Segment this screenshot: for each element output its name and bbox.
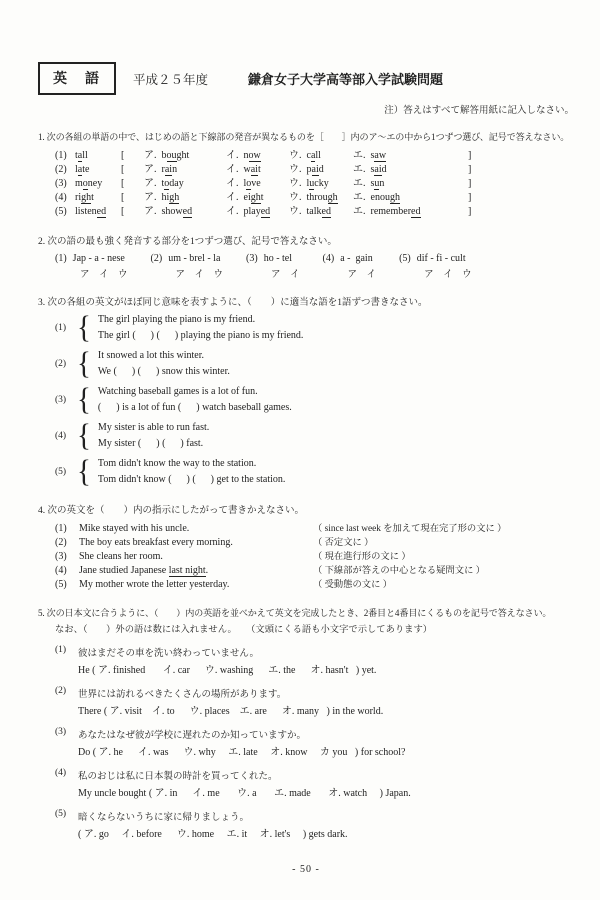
option-word: high xyxy=(161,192,180,203)
item-number: (4) xyxy=(55,768,67,778)
item-number: (1) xyxy=(55,645,67,655)
q4-item-4 xyxy=(38,564,574,578)
option-label: ウ. xyxy=(289,192,302,203)
syllable-word: dif - fi - cult xyxy=(416,253,466,264)
item-number: (2) xyxy=(55,537,67,548)
choice-marks: ア イ ウ xyxy=(80,270,128,280)
rewrite-line: The girl ( ) ( ) playing the piano is my friend. xyxy=(97,330,304,341)
q3-item-1 xyxy=(38,312,574,344)
sentence-line: Watching baseball games is a lot of fun. xyxy=(97,386,258,397)
q4-items xyxy=(38,522,574,592)
open-bracket: [ xyxy=(121,164,125,175)
option-label: エ. xyxy=(353,150,366,161)
option-u xyxy=(289,163,353,177)
item-number: (4) xyxy=(55,431,67,441)
japanese-sentence: 暗くならないうちに家に帰りましょう。 xyxy=(78,813,250,823)
english-scramble: Do ( ア. he イ. was ウ. why エ. late オ. know カ you ) for school? xyxy=(78,747,406,758)
q2-item-5 xyxy=(399,253,472,280)
brace-glyph: { xyxy=(77,382,91,418)
q2-item-2 xyxy=(151,253,224,280)
item-number: (3) xyxy=(246,253,258,264)
option-label: ウ. xyxy=(289,178,302,189)
rewrite-line: ( ) is a lot of fun ( ) watch baseball games. xyxy=(97,402,292,413)
q1-heading: 1. 次の各組の単語の中で、はじめの語と下線部の発音が異なるものを［ ］内のア～エの中から1つずつ選び、記号で答えなさい。 xyxy=(38,132,570,142)
option-a xyxy=(144,191,226,205)
subject-box xyxy=(38,62,116,95)
close-bracket: ] xyxy=(468,206,472,217)
option-label: イ. xyxy=(226,178,239,189)
q5-item-5 xyxy=(38,809,574,840)
q4-item-2 xyxy=(38,536,574,550)
option-word: love xyxy=(243,178,261,189)
item-number: (3) xyxy=(55,178,67,189)
instruction: （ 下線部が答えの中心となる疑問文に ） xyxy=(313,566,485,576)
option-label: ア. xyxy=(144,150,157,161)
option-word: enough xyxy=(370,192,400,203)
item-number: (2) xyxy=(55,164,67,175)
exam-title: 鎌倉女子大学高等部入学試験問題 xyxy=(248,72,444,87)
q3-item-5 xyxy=(38,456,574,488)
item-number: (2) xyxy=(150,253,163,264)
english-scramble: He ( ア. finished イ. car ウ. washing エ. the オ. hasn't ) yet. xyxy=(78,665,377,676)
choice-marks: ア イ xyxy=(271,270,300,280)
item-number: (5) xyxy=(55,809,67,819)
syllable-word: um - brel - la xyxy=(168,253,221,264)
headword: right xyxy=(75,192,94,203)
q1-row-1 xyxy=(38,149,574,163)
option-word: eight xyxy=(243,192,264,203)
brace-glyph: { xyxy=(77,346,91,382)
option-e xyxy=(353,205,468,219)
exam-year: 平成２５年度 xyxy=(133,72,209,87)
sentence: Mike stayed with his uncle. xyxy=(79,523,190,534)
option-label: エ. xyxy=(353,178,366,189)
q1-row-4 xyxy=(38,191,574,205)
q4-heading: 4. 次の英文を（ ）内の指示にしたがって書きかえなさい。 xyxy=(38,506,305,516)
japanese-sentence: あなたはなぜ彼が学校に遅れたのか知っていますか。 xyxy=(78,731,307,741)
q5-item-3 xyxy=(38,727,574,758)
item-number: (3) xyxy=(55,551,67,562)
choice-marks: ア イ ウ xyxy=(175,270,224,280)
q4-item-5 xyxy=(38,578,574,592)
instruction: （ since last week を加えて現在完了形の文に ） xyxy=(313,524,507,534)
section-q1 xyxy=(38,130,574,219)
item-number: (1) xyxy=(55,523,67,534)
q4-item-3 xyxy=(38,550,574,564)
q2-item-3 xyxy=(246,253,300,280)
sentence: My mother wrote the letter yesterday. xyxy=(79,579,230,590)
page-number: - 50 - xyxy=(292,864,320,875)
q5-heading-line1: 5. 次の日本文に合うように、（ ）内の英語を並べかえて英文を完成したとき、2番目と4番目にくるものを記号で答えなさい。 xyxy=(38,608,552,618)
q2-heading: 2. 次の語の最も強く発音する部分を1つずつ選び、記号で答えなさい。 xyxy=(38,237,337,247)
option-label: エ. xyxy=(353,164,366,175)
item-number: (4) xyxy=(55,565,67,576)
sentence: The boy eats breakfast every morning. xyxy=(79,537,233,548)
option-i xyxy=(226,191,289,205)
option-word: remembered xyxy=(370,206,421,217)
rewrite-line: We ( ) ( ) snow this winter. xyxy=(97,366,230,377)
item-number: (3) xyxy=(55,727,67,737)
option-i xyxy=(226,163,289,177)
item-number: (2) xyxy=(55,686,67,696)
q2-item-4 xyxy=(323,253,377,280)
english-scramble: There ( ア. visit イ. to ウ. places エ. are オ. many ) in the world. xyxy=(78,706,384,717)
subject-label: 英 語 xyxy=(53,72,101,87)
option-label: ウ. xyxy=(289,164,302,175)
option-label: ア. xyxy=(144,178,157,189)
q3-item-2 xyxy=(38,348,574,380)
option-e xyxy=(353,191,468,205)
option-u xyxy=(289,205,353,219)
item-number: (5) xyxy=(55,579,67,590)
option-word: through xyxy=(306,192,338,203)
option-word: saw xyxy=(370,150,387,161)
option-label: イ. xyxy=(226,150,239,161)
answer-note: 注）答えはすべて解答用紙に記入しなさい。 xyxy=(384,106,574,116)
option-word: showed xyxy=(161,206,193,217)
option-u xyxy=(289,149,353,163)
open-bracket: [ xyxy=(121,178,125,189)
instruction: （ 受動態の文に ） xyxy=(313,580,393,590)
q5-item-2 xyxy=(38,686,574,717)
option-word: wait xyxy=(243,164,261,175)
item-number: (4) xyxy=(322,253,335,264)
option-label: イ. xyxy=(226,206,239,217)
option-label: イ. xyxy=(226,192,239,203)
option-word: played xyxy=(243,206,271,217)
section-q2 xyxy=(38,233,574,280)
q1-row-3 xyxy=(38,177,574,191)
syllable-word: ho - tel xyxy=(263,253,293,264)
brace-glyph: { xyxy=(77,310,91,346)
option-label: エ. xyxy=(353,192,366,203)
sentence: Jane studied Japanese last night. xyxy=(79,565,209,576)
instruction: （ 現在進行形の文に ） xyxy=(313,552,411,562)
option-u xyxy=(289,191,353,205)
q2-items xyxy=(38,253,574,280)
sentence-line: The girl playing the piano is my friend. xyxy=(97,314,256,325)
syllable-word: Jap - a - nese xyxy=(72,253,125,264)
english-scramble: My uncle bought ( ア. in イ. me ウ. a エ. made オ. watch ) Japan. xyxy=(78,788,411,799)
open-bracket: [ xyxy=(121,192,125,203)
item-number: (5) xyxy=(55,467,67,477)
sentence-line: My sister is able to run fast. xyxy=(97,422,210,433)
page-header xyxy=(38,62,574,95)
option-word: talked xyxy=(306,206,331,217)
headword: listened xyxy=(75,206,107,217)
section-q5 xyxy=(38,606,574,840)
japanese-sentence: 彼はまだその車を洗い終わっていません。 xyxy=(78,649,259,659)
brace-glyph: { xyxy=(77,454,91,490)
option-label: ア. xyxy=(144,206,157,217)
brace-glyph: { xyxy=(77,418,91,454)
option-i xyxy=(226,205,289,219)
option-label: ア. xyxy=(144,192,157,203)
sentence-line: Tom didn't know the way to the station. xyxy=(97,458,257,469)
syllable-word: a - gain xyxy=(340,253,373,264)
option-word: rain xyxy=(161,164,178,175)
option-word: call xyxy=(306,150,321,161)
option-word: sun xyxy=(370,178,385,189)
option-i xyxy=(226,177,289,191)
option-a xyxy=(144,205,226,219)
option-word: now xyxy=(243,150,261,161)
option-u xyxy=(289,177,353,191)
close-bracket: ] xyxy=(468,192,472,203)
option-word: paid xyxy=(306,164,324,175)
option-a xyxy=(144,177,226,191)
sentence-line: It snowed a lot this winter. xyxy=(97,350,205,361)
option-label: イ. xyxy=(226,164,239,175)
item-number: (1) xyxy=(55,150,67,161)
q4-item-1 xyxy=(38,522,574,536)
option-label: エ. xyxy=(353,206,366,217)
q1-rows xyxy=(38,149,574,219)
japanese-sentence: 世界には訪れるべきたくさんの場所があります。 xyxy=(78,690,287,700)
q3-item-3 xyxy=(38,384,574,416)
item-number: (4) xyxy=(55,192,67,203)
option-e xyxy=(353,149,468,163)
option-word: bought xyxy=(161,150,190,161)
rewrite-line: My sister ( ) ( ) fast. xyxy=(97,438,204,449)
option-word: lucky xyxy=(306,178,329,189)
item-number: (3) xyxy=(55,395,67,405)
english-scramble: ( ア. go イ. before ウ. home エ. it オ. let's ) gets dark. xyxy=(78,829,348,840)
close-bracket: ] xyxy=(468,178,472,189)
close-bracket: ] xyxy=(468,164,472,175)
choice-marks: ア イ ウ xyxy=(424,270,472,280)
q1-row-5 xyxy=(38,205,574,219)
q5-item-1 xyxy=(38,645,574,676)
q1-row-2 xyxy=(38,163,574,177)
q5-item-4 xyxy=(38,768,574,799)
open-bracket: [ xyxy=(121,150,125,161)
option-label: ウ. xyxy=(289,150,302,161)
item-number: (5) xyxy=(399,253,411,264)
option-a xyxy=(144,149,226,163)
option-word: said xyxy=(370,164,387,175)
q3-item-4 xyxy=(38,420,574,452)
japanese-sentence: 私のおじは私に日本製の時計を買ってくれた。 xyxy=(78,772,278,782)
option-e xyxy=(353,177,468,191)
headword: money xyxy=(75,178,103,189)
item-number: (1) xyxy=(55,323,67,333)
rewrite-line: Tom didn't know ( ) ( ) get to the station. xyxy=(97,474,286,485)
option-i xyxy=(226,149,289,163)
instruction: （ 否定文に ） xyxy=(313,538,374,548)
item-number: (5) xyxy=(55,206,67,217)
item-number: (1) xyxy=(55,253,67,264)
q2-item-1 xyxy=(55,253,128,280)
headword: tall xyxy=(75,150,88,161)
close-bracket: ] xyxy=(468,150,472,161)
q3-items xyxy=(38,312,574,488)
section-q3 xyxy=(38,294,574,488)
option-a xyxy=(144,163,226,177)
option-word: today xyxy=(161,178,184,189)
sentence: She cleans her room. xyxy=(79,551,163,562)
item-number: (2) xyxy=(55,359,67,369)
section-q4 xyxy=(38,502,574,592)
open-bracket: [ xyxy=(121,206,125,217)
headword: late xyxy=(75,164,90,175)
option-label: ア. xyxy=(144,164,157,175)
q5-heading-line2: なお、（ ）外の語は数には入れません。 （文頭にくる語も小文字で示してあります） xyxy=(55,625,433,635)
option-e xyxy=(353,163,468,177)
choice-marks: ア イ xyxy=(347,270,377,280)
option-label: ウ. xyxy=(289,206,302,217)
q3-heading: 3. 次の各組の英文がほぼ同じ意味を表すように、（ ）に適当な語を1語ずつ書きなさい。 xyxy=(38,298,428,308)
